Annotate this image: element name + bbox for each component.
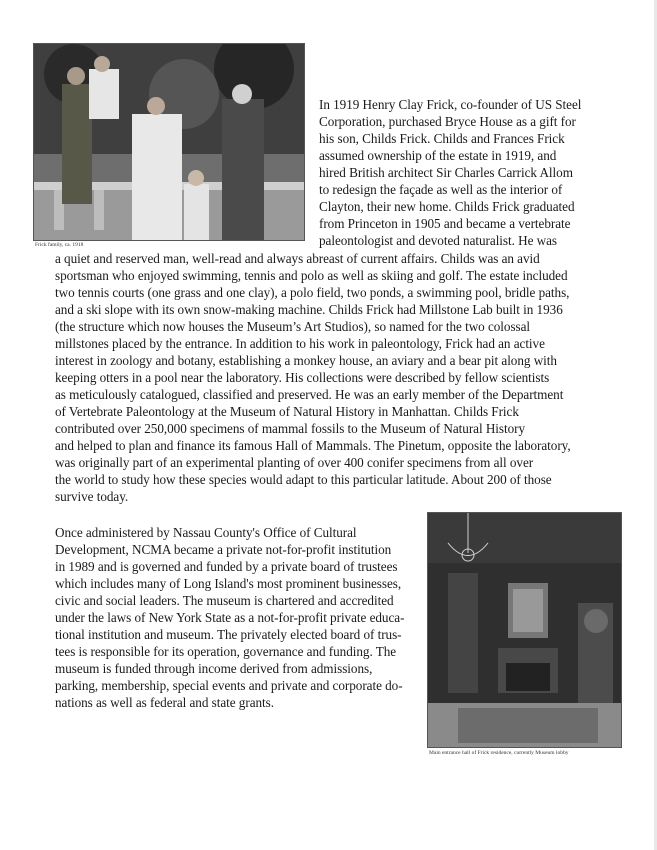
text-line: Clayton, their new home. Childs Frick graduated: [319, 199, 575, 214]
entrance-hall-caption: Main entrance hall of Frick residence, currently Museum lobby: [429, 750, 569, 756]
text-line: and a ski slope with its own snow-making machine. Childs Frick had Millstone Lab built in 1936: [55, 302, 563, 317]
text-line: civic and social leaders. The museum is chartered and accredited: [55, 593, 394, 608]
text-line: to redesign the façade as well as the interior of: [319, 182, 563, 197]
text-line: as meticulously catalogued, classified and preserved. He was an early member of the Department: [55, 387, 564, 402]
text-line: keeping otters in a pool near the laboratory. His collections were described by fellow scientists: [55, 370, 550, 385]
text-line: survive today.: [55, 489, 129, 504]
text-line: from Princeton in 1905 and became a vertebrate: [319, 216, 571, 231]
frick-family-photo: [33, 43, 305, 241]
text-line: the world to study how these species would adapt to this particular latitude. About 200 of those: [55, 472, 552, 487]
text-line: tional institution and museum. The privately elected board of trus-: [55, 627, 402, 642]
frick-family-caption: Frick family, ca. 1918: [35, 242, 84, 248]
text-line: in 1989 and is governed and funded by a private board of trustees: [55, 559, 398, 574]
text-line: tees is responsible for its operation, governance and funding. The: [55, 644, 397, 659]
text-line: parking, membership, special events and private and corporate do-: [55, 678, 403, 693]
text-line: a quiet and reserved man, well-read and always abreast of current affairs. Childs was an avid: [55, 251, 540, 266]
text-line: (the structure which now houses the Museum’s Art Studios), so named for the two colossal: [55, 319, 531, 334]
text-line: Once administered by Nassau County's Office of Cultural: [55, 525, 357, 540]
text-line: contributed over 250,000 specimens of mammal fossils to the Museum of Natural History: [55, 421, 526, 436]
entrance-hall-photo: [427, 512, 622, 748]
text-line: sportsman who enjoyed swimming, tennis and polo as well as skiing and golf. The estate included: [55, 268, 568, 283]
text-line: his son, Childs Frick. Childs and Frances Frick: [319, 131, 565, 146]
text-line: millstones placed by the entrance. In addition to his work in paleontology, Frick had an active: [55, 336, 545, 351]
text-line: assumed ownership of the estate in 1919, and: [319, 148, 557, 163]
text-line: under the laws of New York State as a not-for-profit private educa-: [55, 610, 405, 625]
text-line: two tennis courts (one grass and one clay), a polo field, two ponds, a swimming pool, bridle paths,: [55, 285, 570, 300]
text-line: and helped to plan and finance its famous Hall of Mammals. The Pinetum, opposite the laboratory,: [55, 438, 571, 453]
text-line: interest in zoology and botany, establishing a monkey house, an aviary and a bear pit along with: [55, 353, 557, 368]
text-line: Development, NCMA became a private not-for-profit institution: [55, 542, 392, 557]
text-line: was originally part of an experimental planting of over 400 conifer specimens from all over: [55, 455, 534, 470]
text-line: hired British architect Sir Charles Carrick Allom: [319, 165, 573, 180]
text-line: which includes many of Long Island's most prominent businesses,: [55, 576, 402, 591]
text-line: paleontologist and devoted naturalist. He was: [319, 233, 557, 248]
text-line: of Vertebrate Paleontology at the Museum of Natural History in Manhattan. Childs Frick: [55, 404, 519, 419]
text-line: museum is funded through income derived from admissions,: [55, 661, 373, 676]
text-line: In 1919 Henry Clay Frick, co-founder of US Steel: [319, 97, 582, 112]
text-line: Corporation, purchased Bryce House as a gift for: [319, 114, 576, 129]
text-line: nations as well as federal and state grants.: [55, 695, 274, 710]
